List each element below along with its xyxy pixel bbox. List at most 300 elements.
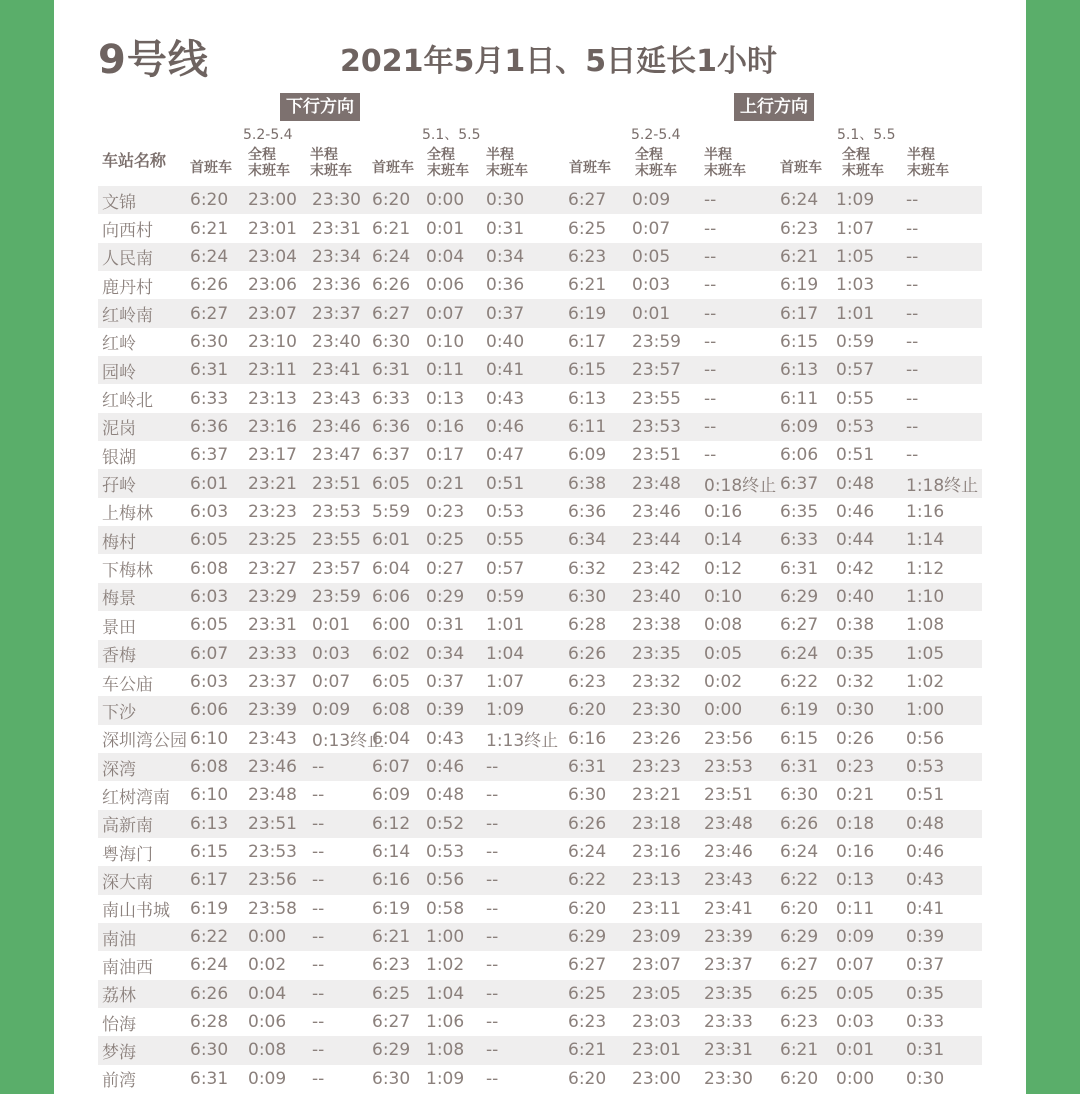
time-cell: 0:43 bbox=[902, 866, 982, 894]
direction-down-label: 下行方向 bbox=[280, 93, 360, 121]
time-cell: 6:24 bbox=[368, 243, 422, 271]
station-name: 红岭北 bbox=[102, 391, 153, 412]
time-cell: 0:33 bbox=[906, 1012, 945, 1033]
time-cell: 0:27 bbox=[426, 558, 465, 579]
time-cell: -- bbox=[704, 388, 717, 409]
time-cell: 0:16 bbox=[704, 501, 743, 522]
time-cell: 1:06 bbox=[426, 1012, 465, 1033]
time-cell: 23:43 bbox=[700, 866, 776, 894]
header-group-51-55: 5.1、5.5 bbox=[422, 127, 481, 143]
time-cell: 23:44 bbox=[628, 526, 700, 554]
time-cell: 6:22 bbox=[186, 923, 244, 951]
time-cell: 6:09 bbox=[568, 445, 607, 466]
station-name: 梦海 bbox=[98, 1036, 186, 1064]
header-full-last: 全程 末班车 bbox=[842, 147, 884, 179]
time-cell: -- bbox=[906, 218, 919, 239]
time-cell: 6:23 bbox=[372, 955, 411, 976]
time-cell: 1:00 bbox=[422, 923, 482, 951]
station-name: 车公庙 bbox=[102, 674, 153, 695]
station-name: 下沙 bbox=[98, 696, 186, 724]
time-cell: 6:05 bbox=[368, 469, 422, 497]
time-cell: 6:25 bbox=[368, 980, 422, 1008]
time-cell: 6:23 bbox=[568, 672, 607, 693]
time-cell: 0:21 bbox=[422, 469, 482, 497]
header-station: 车站名称 bbox=[102, 151, 167, 170]
time-cell: -- bbox=[486, 1012, 499, 1033]
time-cell: 0:17 bbox=[426, 445, 465, 466]
time-cell: 6:30 bbox=[564, 583, 628, 611]
time-cell: 0:51 bbox=[482, 469, 564, 497]
time-cell: 0:16 bbox=[422, 413, 482, 441]
time-cell: 6:23 bbox=[780, 1012, 819, 1033]
time-cell: 6:20 bbox=[186, 186, 244, 214]
time-cell: 1:09 bbox=[482, 696, 564, 724]
header-first-train: 首班车 bbox=[780, 160, 822, 176]
time-cell: 0:07 bbox=[632, 218, 671, 239]
time-cell: 0:53 bbox=[486, 501, 525, 522]
table-row bbox=[98, 583, 982, 611]
time-cell: 6:24 bbox=[190, 955, 229, 976]
time-cell: 1:08 bbox=[422, 1036, 482, 1064]
time-cell: 23:09 bbox=[628, 923, 700, 951]
time-cell: 6:37 bbox=[776, 469, 832, 497]
time-cell: 23:40 bbox=[312, 331, 361, 352]
time-cell: 0:01 bbox=[628, 299, 700, 327]
time-cell: -- bbox=[482, 1036, 564, 1064]
station-name: 粤海门 bbox=[102, 844, 153, 865]
time-cell: 23:30 bbox=[308, 186, 368, 214]
time-cell: 23:53 bbox=[700, 753, 776, 781]
time-cell: 0:10 bbox=[426, 331, 465, 352]
time-cell: 6:24 bbox=[776, 186, 832, 214]
time-cell: 0:02 bbox=[704, 672, 743, 693]
time-cell: 6:07 bbox=[368, 753, 422, 781]
time-cell: 0:40 bbox=[486, 331, 525, 352]
time-cell: 6:19 bbox=[776, 696, 832, 724]
time-cell: 23:51 bbox=[244, 810, 308, 838]
time-cell: 23:59 bbox=[308, 583, 368, 611]
time-cell: 6:14 bbox=[372, 842, 411, 863]
time-cell: 6:30 bbox=[186, 1036, 244, 1064]
station-name: 荔林 bbox=[98, 980, 186, 1008]
time-cell: 0:00 bbox=[422, 186, 482, 214]
table-row bbox=[98, 413, 982, 441]
time-cell: 0:53 bbox=[832, 413, 902, 441]
time-cell: 23:46 bbox=[704, 842, 753, 863]
header-full-last: 全程 末班车 bbox=[248, 147, 290, 179]
time-cell: 0:02 bbox=[248, 955, 287, 976]
time-cell: 6:33 bbox=[190, 388, 229, 409]
time-cell: 23:39 bbox=[700, 923, 776, 951]
station-name: 香梅 bbox=[98, 640, 186, 668]
time-cell: 6:16 bbox=[568, 728, 607, 749]
time-cell: 23:00 bbox=[632, 1068, 681, 1089]
time-cell: 1:14 bbox=[902, 526, 982, 554]
table-row bbox=[98, 441, 982, 469]
table-row bbox=[98, 838, 982, 866]
time-cell: 0:09 bbox=[628, 186, 700, 214]
time-cell: 1:10 bbox=[902, 583, 982, 611]
station-name: 红岭 bbox=[102, 334, 136, 355]
time-cell: 6:03 bbox=[190, 672, 229, 693]
header-half-last: 半程 末班车 bbox=[486, 147, 528, 179]
time-cell: 23:29 bbox=[244, 583, 308, 611]
time-cell: 6:15 bbox=[780, 728, 819, 749]
time-cell: 6:21 bbox=[776, 1036, 832, 1064]
time-cell: 0:37 bbox=[906, 955, 945, 976]
time-cell: -- bbox=[704, 218, 717, 239]
time-cell: -- bbox=[308, 980, 368, 1008]
table-row bbox=[98, 980, 982, 1008]
time-cell: 0:23 bbox=[832, 753, 902, 781]
time-cell: -- bbox=[902, 186, 982, 214]
time-cell: 6:29 bbox=[368, 1036, 422, 1064]
table-row bbox=[98, 781, 982, 809]
time-cell: 23:32 bbox=[632, 672, 681, 693]
time-cell: 0:09 bbox=[248, 1068, 287, 1089]
time-cell: 6:02 bbox=[368, 640, 422, 668]
time-cell: 23:03 bbox=[632, 1012, 681, 1033]
time-cell: 0:00 bbox=[700, 696, 776, 724]
time-cell: 0:30 bbox=[906, 1068, 945, 1089]
time-cell: 0:30 bbox=[832, 696, 902, 724]
time-cell: 1:04 bbox=[482, 640, 564, 668]
time-cell: 23:43 bbox=[248, 728, 297, 749]
time-cell: 23:18 bbox=[628, 810, 700, 838]
time-cell: 6:27 bbox=[186, 299, 244, 327]
table-row bbox=[98, 895, 982, 923]
time-cell: 23:48 bbox=[248, 785, 297, 806]
header-first-train: 首班车 bbox=[569, 160, 611, 176]
time-cell: 23:17 bbox=[248, 445, 297, 466]
time-cell: 0:09 bbox=[832, 923, 902, 951]
table-row bbox=[98, 186, 982, 214]
time-cell: 0:56 bbox=[906, 728, 945, 749]
time-cell: 0:04 bbox=[422, 243, 482, 271]
time-cell: 6:20 bbox=[568, 898, 607, 919]
header-first-train: 首班车 bbox=[190, 160, 232, 176]
time-cell: 6:31 bbox=[776, 753, 832, 781]
time-cell: 23:57 bbox=[628, 356, 700, 384]
time-cell: 23:01 bbox=[628, 1036, 700, 1064]
time-cell: 23:30 bbox=[628, 696, 700, 724]
table-row bbox=[98, 384, 982, 412]
time-cell: 23:57 bbox=[312, 558, 361, 579]
time-cell: -- bbox=[486, 1068, 499, 1089]
time-cell: 23:46 bbox=[632, 501, 681, 522]
time-cell: 0:51 bbox=[906, 785, 945, 806]
header-full-last: 全程 末班车 bbox=[635, 147, 677, 179]
header-half-last: 半程 末班车 bbox=[907, 147, 949, 179]
time-cell: 6:09 bbox=[372, 785, 411, 806]
time-cell: 23:31 bbox=[312, 218, 361, 239]
time-cell: 6:37 bbox=[372, 445, 411, 466]
time-cell: 6:27 bbox=[368, 299, 422, 327]
time-cell: 23:01 bbox=[248, 218, 297, 239]
time-cell: 23:56 bbox=[704, 728, 753, 749]
time-cell: 23:26 bbox=[632, 728, 681, 749]
time-cell: 6:28 bbox=[190, 1012, 229, 1033]
time-cell: -- bbox=[482, 923, 564, 951]
time-cell: 0:46 bbox=[906, 842, 945, 863]
time-cell: 0:37 bbox=[482, 299, 564, 327]
time-cell: -- bbox=[906, 388, 919, 409]
time-cell: 0:14 bbox=[700, 526, 776, 554]
table-row bbox=[98, 299, 982, 327]
time-cell: 0:25 bbox=[422, 526, 482, 554]
time-cell: 23:31 bbox=[700, 1036, 776, 1064]
time-cell: 23:07 bbox=[244, 299, 308, 327]
time-cell: 6:31 bbox=[780, 558, 819, 579]
time-cell: 6:21 bbox=[190, 218, 229, 239]
header-group-51-55: 5.1、5.5 bbox=[837, 127, 896, 143]
time-cell: 6:23 bbox=[568, 1012, 607, 1033]
station-name: 孖岭 bbox=[98, 469, 186, 497]
table-row bbox=[98, 810, 982, 838]
time-cell: 1:12 bbox=[906, 558, 945, 579]
time-cell: 0:01 bbox=[312, 615, 351, 636]
time-cell: 0:31 bbox=[902, 1036, 982, 1064]
timetable bbox=[98, 186, 982, 1093]
header-first-train: 首班车 bbox=[372, 160, 414, 176]
time-cell: 6:26 bbox=[190, 275, 229, 296]
time-cell: 0:34 bbox=[422, 640, 482, 668]
time-cell: 0:06 bbox=[248, 1012, 287, 1033]
station-name: 下梅林 bbox=[102, 561, 153, 582]
time-cell: 6:22 bbox=[780, 672, 819, 693]
time-cell: 23:05 bbox=[628, 980, 700, 1008]
time-cell: -- bbox=[902, 243, 982, 271]
time-cell: 23:55 bbox=[632, 388, 681, 409]
time-cell: -- bbox=[700, 186, 776, 214]
time-cell: 5:59 bbox=[372, 501, 411, 522]
time-cell: 6:08 bbox=[190, 558, 229, 579]
time-cell: 0:00 bbox=[836, 1068, 875, 1089]
time-cell: 6:33 bbox=[776, 526, 832, 554]
time-cell: 1:05 bbox=[902, 640, 982, 668]
time-cell: -- bbox=[312, 842, 325, 863]
time-cell: 0:18 bbox=[832, 810, 902, 838]
time-cell: -- bbox=[312, 955, 325, 976]
time-cell: 0:08 bbox=[704, 615, 743, 636]
station-name: 梅景 bbox=[98, 583, 186, 611]
time-cell: -- bbox=[482, 753, 564, 781]
header-half-last: 半程 末班车 bbox=[310, 147, 352, 179]
time-cell: 6:15 bbox=[780, 331, 819, 352]
time-cell: 0:08 bbox=[244, 1036, 308, 1064]
time-cell: 6:05 bbox=[186, 526, 244, 554]
time-cell: 1:07 bbox=[836, 218, 875, 239]
station-name: 高新南 bbox=[98, 810, 186, 838]
time-cell: 6:29 bbox=[776, 583, 832, 611]
time-cell: -- bbox=[312, 1068, 325, 1089]
time-cell: 23:39 bbox=[244, 696, 308, 724]
time-cell: 1:02 bbox=[426, 955, 465, 976]
time-cell: 6:24 bbox=[568, 842, 607, 863]
time-cell: 6:37 bbox=[190, 445, 229, 466]
time-cell: 23:11 bbox=[632, 898, 681, 919]
time-cell: -- bbox=[486, 955, 499, 976]
time-cell: 1:05 bbox=[832, 243, 902, 271]
time-cell: 23:55 bbox=[308, 526, 368, 554]
time-cell: 23:16 bbox=[244, 413, 308, 441]
time-cell: 1:03 bbox=[836, 275, 875, 296]
time-cell: 0:38 bbox=[836, 615, 875, 636]
time-cell: 0:05 bbox=[628, 243, 700, 271]
time-cell: 6:29 bbox=[564, 923, 628, 951]
time-cell: -- bbox=[902, 413, 982, 441]
header-group-52-54: 5.2-5.4 bbox=[243, 127, 293, 143]
time-cell: 6:19 bbox=[564, 299, 628, 327]
time-cell: 6:31 bbox=[190, 1068, 229, 1089]
time-cell: 6:22 bbox=[776, 866, 832, 894]
time-cell: 0:48 bbox=[426, 785, 465, 806]
station-name: 上梅林 bbox=[102, 504, 153, 525]
time-cell: 6:31 bbox=[368, 356, 422, 384]
direction-up-label: 上行方向 bbox=[734, 93, 814, 121]
time-cell: 23:37 bbox=[308, 299, 368, 327]
time-cell: 0:30 bbox=[482, 186, 564, 214]
time-cell: -- bbox=[700, 356, 776, 384]
time-cell: 0:09 bbox=[308, 696, 368, 724]
time-cell: 6:27 bbox=[568, 955, 607, 976]
time-cell: 6:06 bbox=[368, 583, 422, 611]
time-cell: 23:21 bbox=[244, 469, 308, 497]
time-cell: 6:21 bbox=[368, 923, 422, 951]
time-cell: 1:09 bbox=[832, 186, 902, 214]
table-row bbox=[98, 498, 982, 526]
time-cell: 6:31 bbox=[186, 356, 244, 384]
station-name: 深湾 bbox=[98, 753, 186, 781]
station-name: 南油西 bbox=[102, 957, 153, 978]
time-cell: 6:01 bbox=[186, 469, 244, 497]
time-cell: 23:27 bbox=[248, 558, 297, 579]
time-cell: 0:01 bbox=[426, 218, 465, 239]
time-cell: 6:20 bbox=[368, 186, 422, 214]
time-cell: -- bbox=[704, 445, 717, 466]
time-cell: 6:26 bbox=[564, 640, 628, 668]
line-title: 9号线 bbox=[98, 37, 209, 83]
table-row bbox=[98, 469, 982, 497]
time-cell: 6:05 bbox=[372, 672, 411, 693]
extension-notice: 2021年5月1日、5日延长1小时 bbox=[340, 44, 777, 79]
time-cell: 0:13 bbox=[426, 388, 465, 409]
table-row bbox=[98, 1036, 982, 1064]
time-cell: 6:27 bbox=[780, 615, 819, 636]
table-row bbox=[98, 214, 982, 242]
station-name: 向西村 bbox=[102, 221, 153, 242]
time-cell: 6:20 bbox=[780, 898, 819, 919]
time-cell: 6:24 bbox=[186, 243, 244, 271]
time-cell: 23:48 bbox=[700, 810, 776, 838]
time-cell: 0:03 bbox=[836, 1012, 875, 1033]
time-cell: 0:43 bbox=[426, 728, 465, 749]
time-cell: 6:15 bbox=[190, 842, 229, 863]
time-cell: 23:53 bbox=[312, 501, 361, 522]
time-cell: 0:11 bbox=[422, 356, 482, 384]
table-row bbox=[98, 271, 982, 299]
time-cell: 6:31 bbox=[564, 753, 628, 781]
table-row bbox=[98, 923, 982, 951]
time-cell: 6:11 bbox=[780, 388, 819, 409]
header-group-52-54: 5.2-5.4 bbox=[631, 127, 681, 143]
time-cell: 6:36 bbox=[186, 413, 244, 441]
time-cell: 0:07 bbox=[836, 955, 875, 976]
time-cell: 0:06 bbox=[426, 275, 465, 296]
time-cell: 23:11 bbox=[244, 356, 308, 384]
time-cell: 23:59 bbox=[632, 331, 681, 352]
time-cell: 6:32 bbox=[568, 558, 607, 579]
time-cell: 23:37 bbox=[704, 955, 753, 976]
time-cell: -- bbox=[902, 356, 982, 384]
time-cell: 23:53 bbox=[248, 842, 297, 863]
time-cell: 0:46 bbox=[482, 413, 564, 441]
time-cell: -- bbox=[312, 1012, 325, 1033]
time-cell: 0:35 bbox=[832, 640, 902, 668]
time-cell: 0:04 bbox=[244, 980, 308, 1008]
time-cell: -- bbox=[308, 923, 368, 951]
table-row bbox=[98, 243, 982, 271]
time-cell: 1:08 bbox=[906, 615, 945, 636]
time-cell: 6:08 bbox=[368, 696, 422, 724]
time-cell: -- bbox=[308, 810, 368, 838]
time-cell: 0:31 bbox=[486, 218, 525, 239]
time-cell: 0:41 bbox=[906, 898, 945, 919]
time-cell: 23:33 bbox=[704, 1012, 753, 1033]
time-cell: 6:08 bbox=[186, 753, 244, 781]
time-cell: 0:53 bbox=[426, 842, 465, 863]
table-row bbox=[98, 753, 982, 781]
time-cell: -- bbox=[906, 275, 919, 296]
time-cell: 6:19 bbox=[190, 898, 229, 919]
time-cell: 6:10 bbox=[190, 785, 229, 806]
time-cell: -- bbox=[482, 810, 564, 838]
table-row bbox=[98, 951, 982, 979]
time-cell: 0:16 bbox=[836, 842, 875, 863]
time-cell: 6:25 bbox=[564, 980, 628, 1008]
time-cell: 1:01 bbox=[832, 299, 902, 327]
time-cell: 0:12 bbox=[704, 558, 743, 579]
time-cell: 0:35 bbox=[902, 980, 982, 1008]
time-cell: 23:23 bbox=[248, 501, 297, 522]
station-name: 鹿丹村 bbox=[102, 277, 153, 298]
time-cell: -- bbox=[482, 866, 564, 894]
time-cell: 6:22 bbox=[564, 866, 628, 894]
time-cell: 0:55 bbox=[836, 388, 875, 409]
time-cell: 6:16 bbox=[368, 866, 422, 894]
time-cell: 6:13 bbox=[568, 388, 607, 409]
time-cell: 23:41 bbox=[704, 898, 753, 919]
station-name: 银湖 bbox=[102, 447, 136, 468]
time-cell: 0:07 bbox=[312, 672, 351, 693]
time-cell: 6:21 bbox=[372, 218, 411, 239]
time-cell: 0:00 bbox=[244, 923, 308, 951]
time-cell: 0:01 bbox=[832, 1036, 902, 1064]
time-cell: 6:20 bbox=[564, 696, 628, 724]
table-row bbox=[98, 1008, 982, 1036]
time-cell: 23:40 bbox=[628, 583, 700, 611]
time-cell: 0:34 bbox=[482, 243, 564, 271]
station-name: 前湾 bbox=[102, 1071, 136, 1092]
time-cell: 0:46 bbox=[422, 753, 482, 781]
time-cell: 0:44 bbox=[832, 526, 902, 554]
station-name: 深大南 bbox=[98, 866, 186, 894]
time-cell: 1:13终止 bbox=[486, 731, 559, 752]
time-cell: 6:29 bbox=[776, 923, 832, 951]
time-cell: 23:53 bbox=[628, 413, 700, 441]
station-name: 园岭 bbox=[98, 356, 186, 384]
time-cell: -- bbox=[308, 1036, 368, 1064]
